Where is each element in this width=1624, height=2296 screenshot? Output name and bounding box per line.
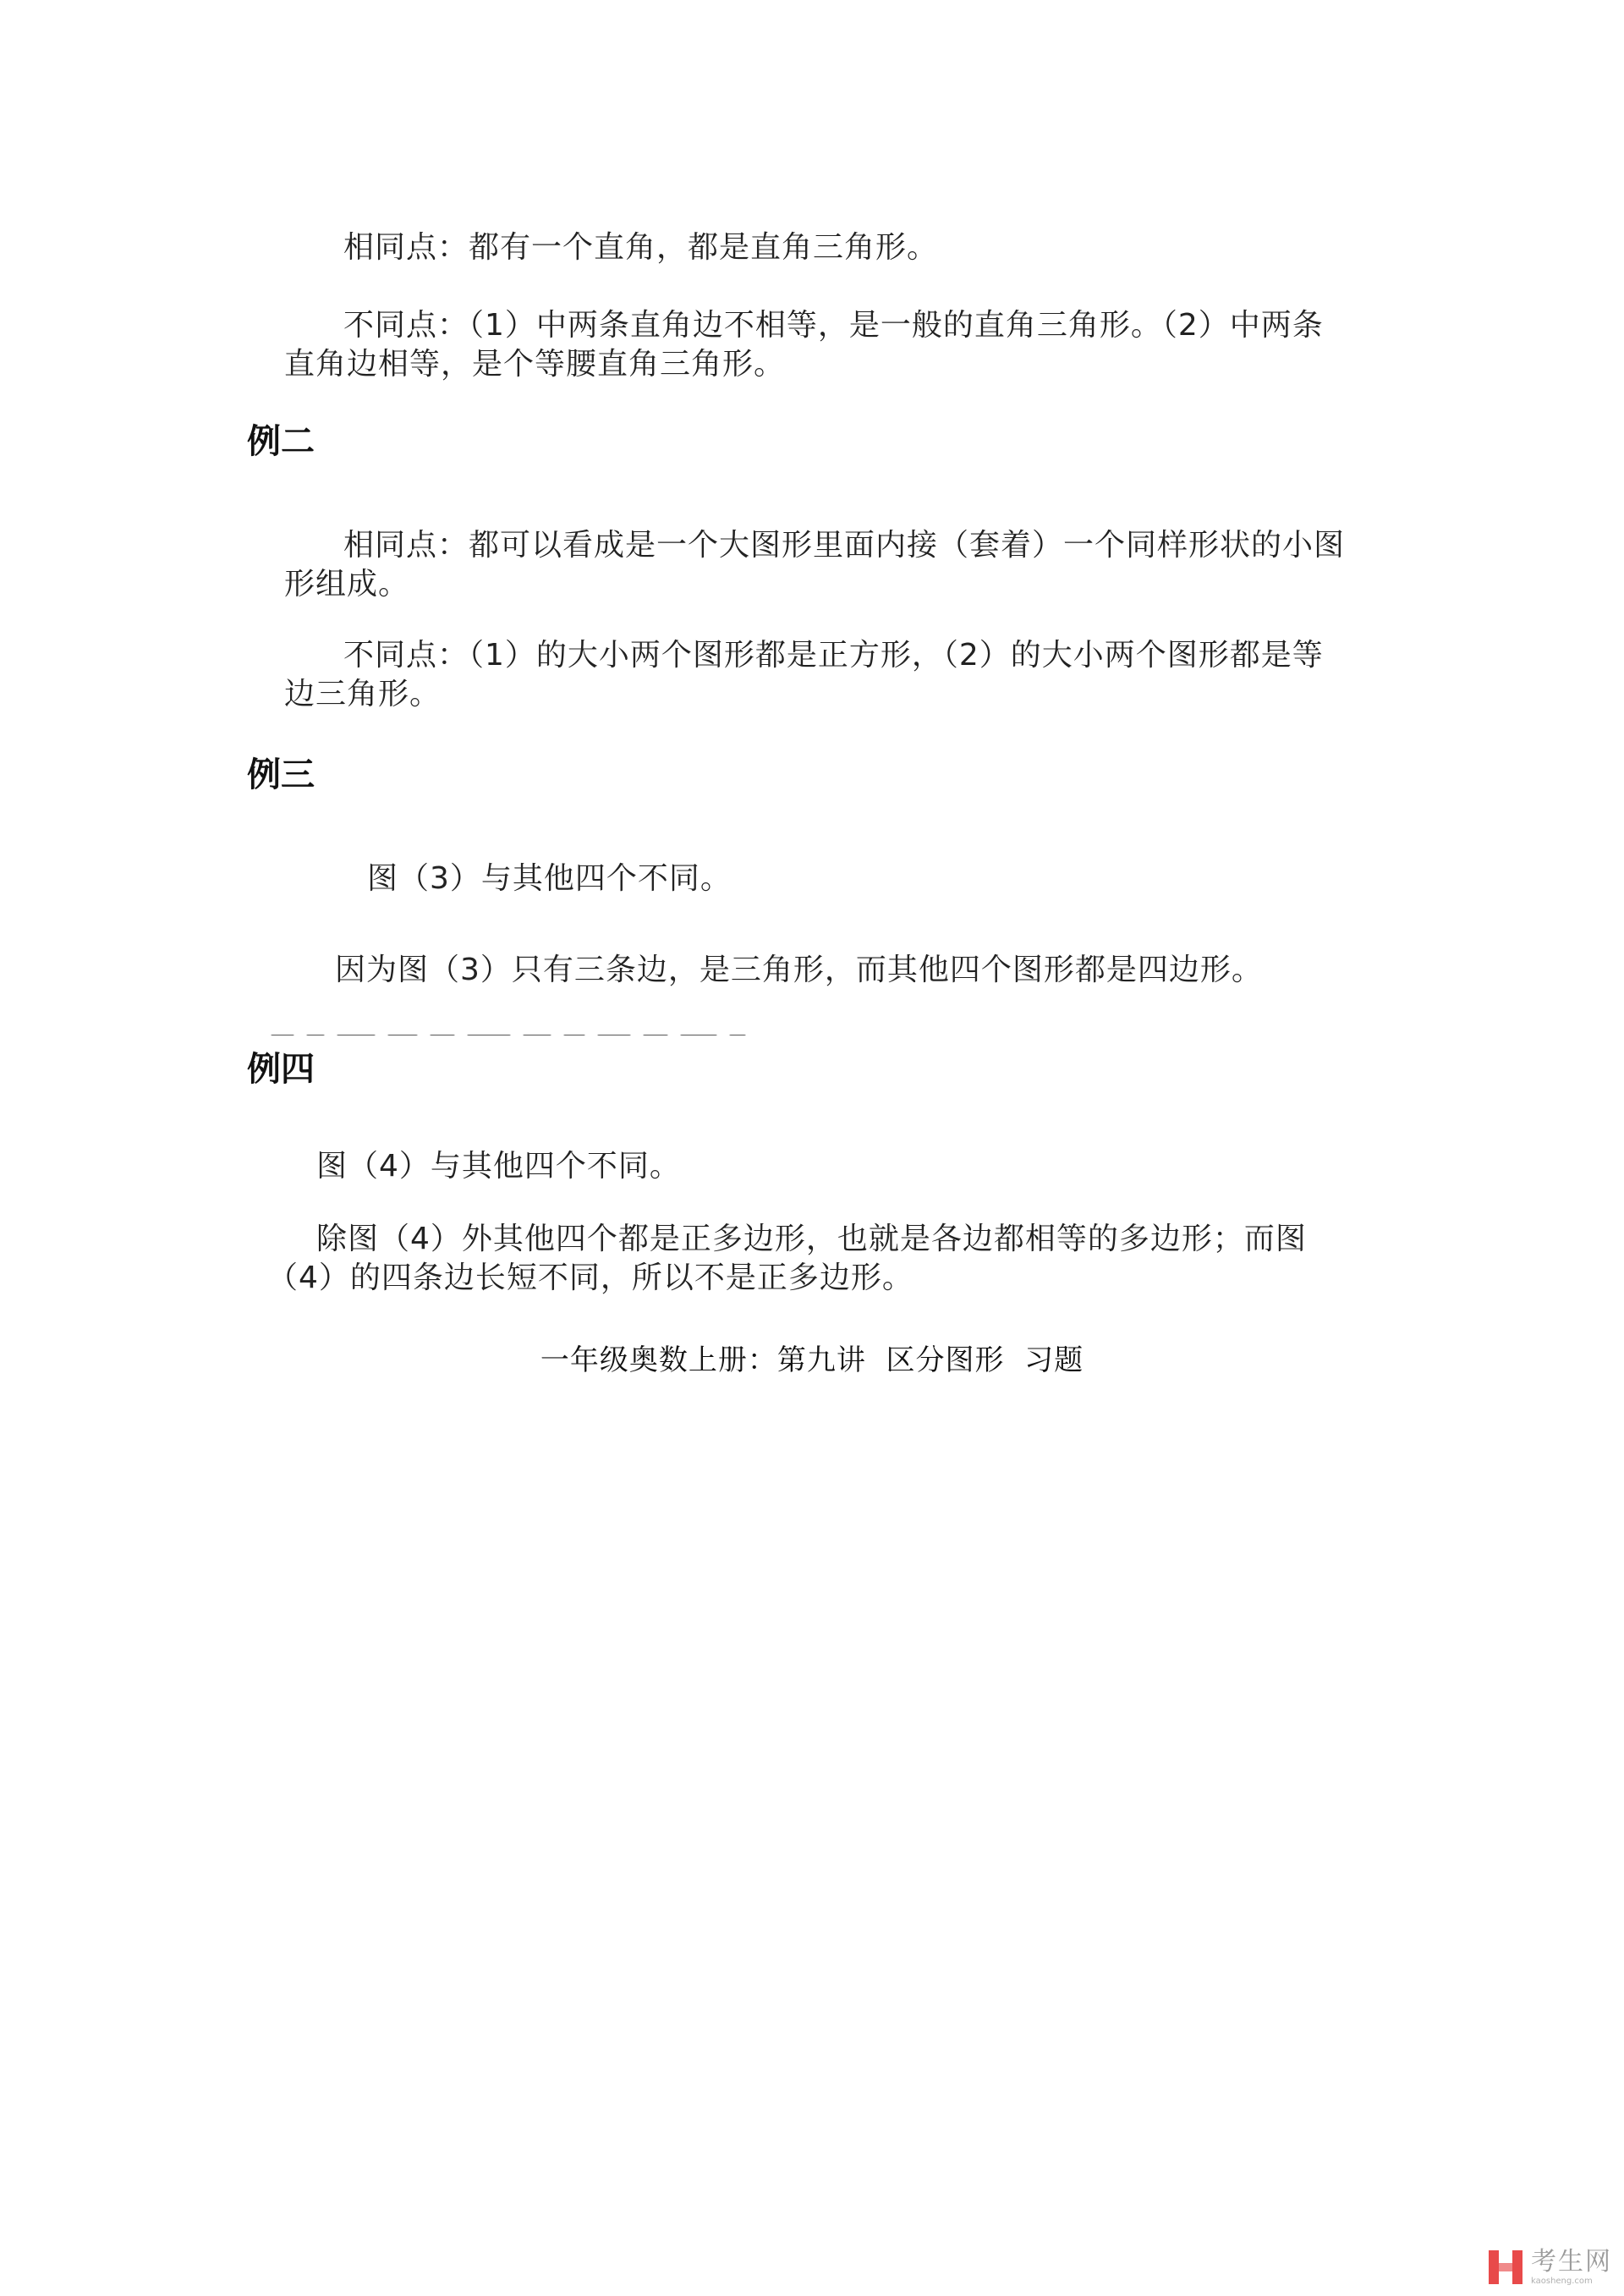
example4-reason-line1: 除图（4）外其他四个都是正多边形，也就是各边都相等的多边形；而图	[316, 1222, 1307, 1256]
example4-reason-line2: （4）的四条边长短不同，所以不是正多边形。	[267, 1261, 914, 1295]
example2-heading: 例二	[247, 422, 315, 461]
watermark-text: 考生网	[1531, 2246, 1612, 2277]
example2-same-line1: 相同点：都可以看成是一个大图形里面内接（套着）一个同样形状的小图	[343, 528, 1346, 563]
example3-heading: 例三	[247, 755, 315, 794]
example2-diff-line2: 边三角形。	[284, 677, 442, 711]
example3-answer: 图（3）与其他四个不同。	[367, 861, 732, 896]
example4-heading: 例四	[247, 1050, 315, 1089]
site-watermark	[1487, 2246, 1612, 2286]
section1-same-point: 相同点：都有一个直角，都是直角三角形。	[343, 230, 939, 265]
kaosheng-logo-icon	[1487, 2249, 1524, 2286]
example3-reason: 因为图（3）只有三条边，是三角形，而其他四个图形都是四边形。	[335, 953, 1263, 987]
example2-same-line2: 形组成。	[284, 567, 410, 601]
example4-answer: 图（4）与其他四个不同。	[316, 1149, 681, 1184]
document-footer-title: 一年级奥数上册：第九讲 区分图形 习题	[540, 1343, 1084, 1377]
watermark-subtext: kaosheng.com	[1531, 2276, 1593, 2286]
example2-diff-line1: 不同点：（1）的大小两个图形都是正方形，（2）的大小两个图形都是等	[343, 638, 1324, 673]
section1-diff-line2: 直角边相等，是个等腰直角三角形。	[284, 347, 786, 382]
section1-diff-line1: 不同点：（1）中两条直角边不相等，是一般的直角三角形。（2）中两条	[343, 308, 1324, 343]
cropped-text-remnant	[271, 1027, 914, 1035]
